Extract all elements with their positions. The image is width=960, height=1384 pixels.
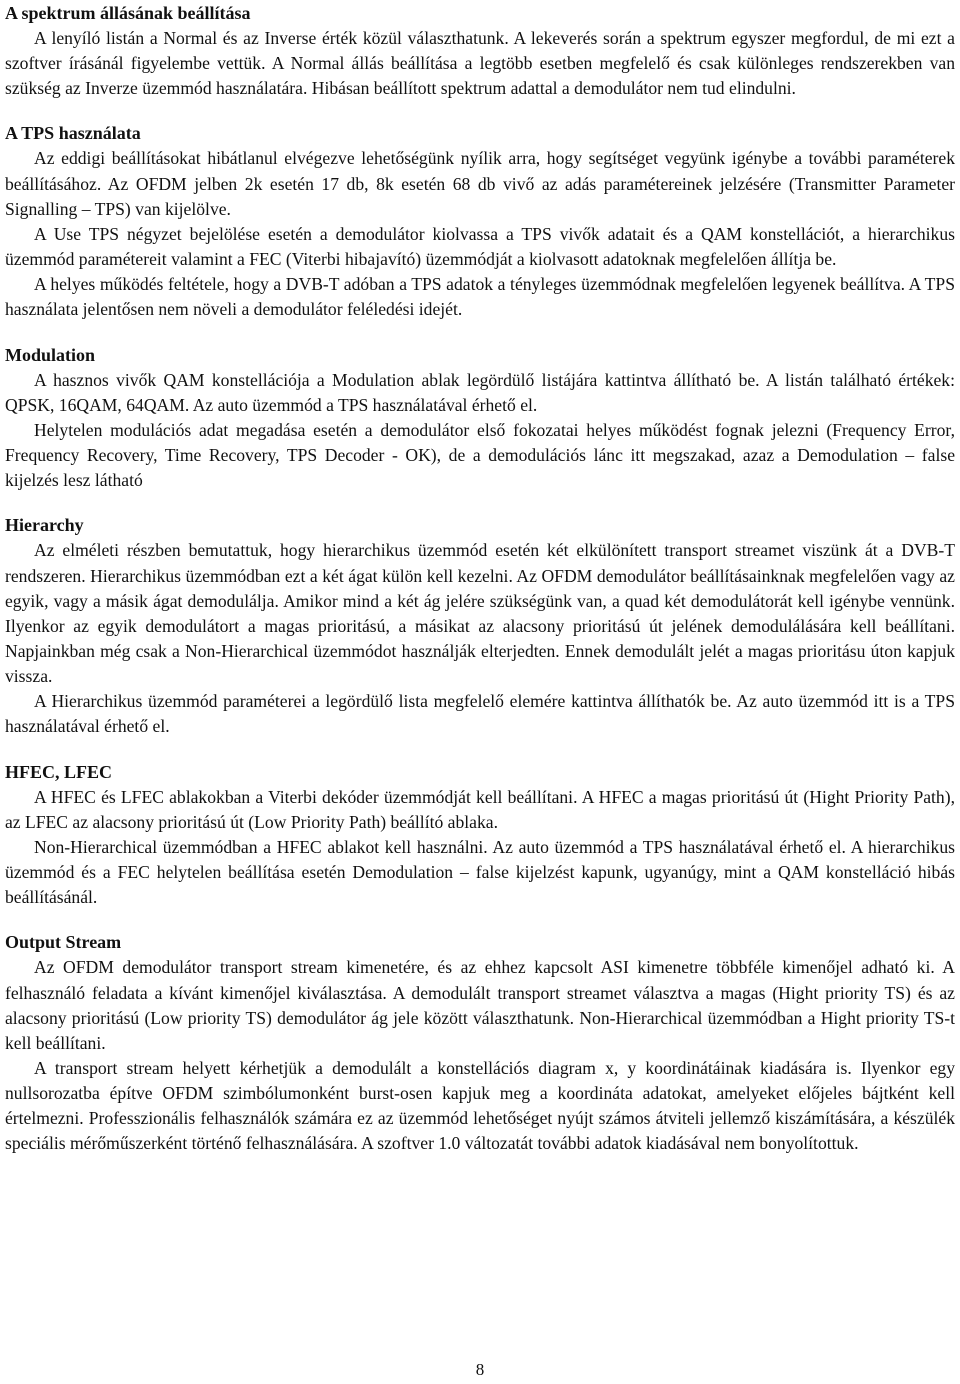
paragraph: A Hierarchikus üzemmód paraméterei a legördülő lista megfelelő elemére kattintva állíthatók be. Az auto üzemmód itt is a TPS használatával érhető el.: [5, 691, 955, 737]
paragraph: A lenyíló listán a Normal és az Inverse érték közül választhatunk. A lekeverés során a spektrum egyszer megfordul, de mi ezt a szoftver írásánál figyelembe vettük. A Normal állás beállítása a legtöbb esetben megfelelő és csak különleges rendszerekben van szükség az Inverze üzemmód használatára. Hibásan beállított spektrum adattal a demodulátor nem tud elindulni.: [5, 28, 955, 99]
paragraph: A hasznos vivők QAM konstellációja a Modulation ablak legördülő listájára kattintva állítható be. A listán található értékek: QPSK, 16QAM, 64QAM. Az auto üzemmód a TPS használatával érhető el.: [5, 369, 955, 415]
section-hierarchy: [5, 513, 955, 739]
section-spectrum: [5, 1, 955, 101]
paragraph: A HFEC és LFEC ablakokban a Viterbi dekóder üzemmódját kell beállítani. A HFEC a magas prioritású út (Hight Priority Path), az LFEC az alacsony prioritású út (Low Priority Path) beállító ablaka.: [5, 786, 955, 832]
paragraph: Az eddigi beállításokat hibátlanul elvégezve lehetőségünk nyílik arra, hogy segítséget vegyünk igénybe a további paraméterek beállításához. Az OFDM jelben 2k esetén 17 db, 8k esetén 68 db vivő az adás paramétereinek jelzésére (Transmitter Parameter Signalling – TPS) van kijelölve.: [5, 148, 955, 219]
paragraph: A helyes működés feltétele, hogy a DVB-T adóban a TPS adatok a tényleges üzemmódnak megfelelően legyenek beállítva. A TPS használata jelentősen nem növeli a demodulátor feléledési idejét.: [5, 274, 955, 320]
section-hfec-lfec: [5, 760, 955, 911]
paragraph: A transport stream helyett kérhetjük a demodulált a konstellációs diagram x, y koordinátáinak kiadására is. Ilyenkor egy nullsorozatba építve OFDM szimbólumonként burst-osen kapjuk meg a koordináta adatokat, amelyeket előjeles bájtként kell értelmezni. Professzionális felhasználók számára ez az üzemmód lehetőséget nyújt számos átviteli jellemző kiszámítására, a készülék speciális mérőműszerként történő felhasználására. A szoftver 1.0 változatát további adatok kiadásával nem bonyolítottuk.: [5, 1058, 955, 1154]
page-number: 8: [475, 1360, 485, 1379]
paragraph: Az OFDM demodulátor transport stream kimenetére, és az ehhez kapcsolt ASI kimenetre többféle kimenőjel adható ki. A felhasználó feladata a kívánt kimenőjel kiválasztása. A demodulált transport streamet választva a magas (Hight priority TS) és az alacsony prioritású (Low priority TS) demodulátor ág jele között választhatunk. Non-Hierarchical üzemmódban a Hight priority TS-t kell beállítani.: [5, 957, 955, 1053]
section-heading: A TPS használata: [5, 123, 141, 144]
paragraph: Non-Hierarchical üzemmódban a HFEC ablakot kell használni. Az auto üzemmód a TPS használatával érhető el. A hierarchikus üzemmód és a FEC helytelen beállítása esetén Demodulation – false kijelzést kapunk, ugyanúgy, mint a QAM konstelláció hibás beállításánál.: [5, 836, 955, 908]
paragraph: A Use TPS négyzet bejelölése esetén a demodulátor kiolvassa a TPS vivők adatait és a QAM konstellációt, a hierarchikus üzemmód paramétereit valamint a FEC (Viterbi hibajavító) üzemmódját a kiolvasott adatoknak megfelelően állítja be.: [5, 223, 955, 270]
paragraph: Helytelen modulációs adat megadása esetén a demodulátor első fokozatai helyes működést fognak jelezni (Frequency Error, Frequency Recovery, Time Recovery, TPS Decoder - OK), de a demodulációs lánc itt megszakad, azaz a Demodulation – false kijelzés lesz látható: [5, 419, 955, 491]
section-heading: Modulation: [5, 344, 96, 365]
document-body: [5, 1, 955, 1157]
section-heading: A spektrum állásának beállítása: [5, 3, 251, 23]
section-modulation: [5, 343, 955, 494]
section-heading: Hierarchy: [5, 515, 84, 536]
section-heading: Output Stream: [5, 932, 122, 953]
section-output-stream: [5, 930, 955, 1156]
section-tps: [5, 121, 955, 322]
paragraph: Az elméleti részben bemutattuk, hogy hierarchikus üzemmód esetén két elkülönített transport streamet viszünk át a DVB-T rendszeren. Hierarchikus üzemmódban ezt a két ágat külön kell kezelni. Az OFDM demodulátor beállításainknak megfelelően vagy az egyik, vagy a másik ágat demodulálja. Amikor mind a két ág jelére szükségünk van, a quad két demodulátorát kell igénybe vennünk. Ilyenkor az egyik demodulátort a magas prioritású, a másikat az alacsony prioritású út jelének demodulálására kell beállítani. Napjainkban még csak a Non-Hierarchical üzemmódot használják elterjedten. Ennek demodulált jelét a magas prioritásu úton kapjuk vissza.: [5, 540, 955, 687]
section-heading: HFEC, LFEC: [5, 761, 113, 782]
